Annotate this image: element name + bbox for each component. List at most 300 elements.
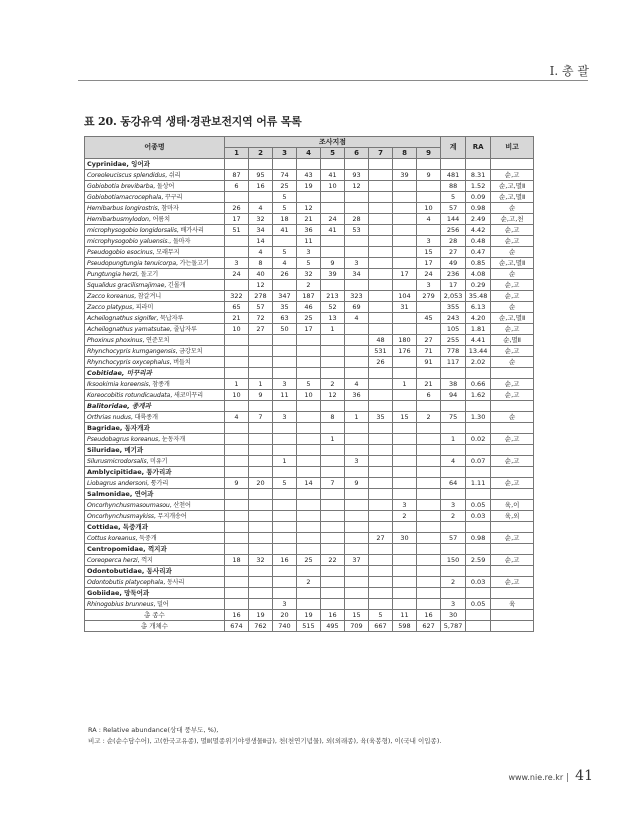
korean-name: 돌고기 [140,270,159,278]
empty-cell [273,467,297,478]
empty-cell [466,544,491,555]
site-count-3 [273,236,297,247]
site-count-2: 1 [249,379,273,390]
species-name [85,533,225,544]
family-row [85,445,534,456]
empty-cell [321,423,345,434]
note-code: 순,고,멸Ⅱ [491,181,534,192]
site-count-8: 17 [393,269,417,280]
site-count-7 [369,456,393,467]
note-code: 순,고 [491,390,534,401]
empty-cell [225,159,249,170]
site-count-4: 5 [297,258,321,269]
empty-cell [225,423,249,434]
site-count-6 [345,236,369,247]
scientific-name: Pungtungia herzi [87,270,138,278]
total-count: 355 [441,302,466,313]
site-count-3: 3 [273,412,297,423]
species-name [85,478,225,489]
site-count-2: 32 [249,555,273,566]
site-total-4: 19 [297,610,321,621]
site-count-6: 28 [345,214,369,225]
empty-cell [321,588,345,599]
family-row [85,368,534,379]
empty-cell [225,544,249,555]
scientific-name: Coreoleuciscus splendidus [87,171,166,179]
site-count-1: 51 [225,225,249,236]
site-count-9: 71 [417,346,441,357]
empty-cell [297,588,321,599]
site-count-8 [393,577,417,588]
empty-cell [297,159,321,170]
korean-name: 배가사리 [180,226,204,234]
empty-cell [466,489,491,500]
site-count-9: 3 [417,236,441,247]
empty-cell [273,566,297,577]
site-count-1: 87 [225,170,249,181]
korean-name: 돌마자 [172,237,191,245]
species-row [85,236,534,247]
totals-ra [466,621,491,632]
korean-name: 피라미 [135,303,154,311]
site-count-9: 9 [417,170,441,181]
empty-cell [491,401,534,412]
species-name [85,181,225,192]
site-count-8 [393,478,417,489]
empty-cell [345,445,369,456]
empty-cell [249,368,273,379]
site-count-3: 74 [273,170,297,181]
site-count-4: 21 [297,214,321,225]
species-row [85,357,534,368]
name-separator: , [134,292,138,300]
empty-cell [441,467,466,478]
site-count-2: 12 [249,280,273,291]
site-count-1 [225,346,249,357]
scientific-name: Rhinogobius brunneus [87,600,154,608]
species-row [85,203,534,214]
site-count-4: 19 [297,181,321,192]
site-count-4: 14 [297,478,321,489]
relative-abundance: 2.02 [466,357,491,368]
total-count: 144 [441,214,466,225]
empty-cell [393,588,417,599]
name-separator: , [161,193,165,201]
family-name [85,423,225,434]
species-name [85,247,225,258]
total-count: 2 [441,511,466,522]
site-count-5: 213 [321,291,345,302]
site-count-1: 18 [225,555,249,566]
site-count-5: 9 [321,258,345,269]
korean-name: 가는돌고기 [179,259,209,267]
korean-name: 긴몰개 [167,281,186,289]
species-row [85,379,534,390]
site-count-5 [321,346,345,357]
relative-abundance: 1.52 [466,181,491,192]
scientific-name: Hemibarbusmylodon [87,215,149,223]
site-count-9 [417,456,441,467]
site-count-5: 41 [321,170,345,181]
empty-cell [273,423,297,434]
empty-cell [369,522,393,533]
site-count-5 [321,280,345,291]
site-count-3: 1 [273,456,297,467]
family-row [85,401,534,412]
site-count-3: 5 [273,192,297,203]
empty-cell [297,467,321,478]
site-count-4: 5 [297,379,321,390]
table-title: 표 20. 동강유역 생태·경관보전지역 어류 목록 [84,115,302,128]
scientific-name: Koreocobitis rotundicaudata [87,391,171,399]
relative-abundance: 1.30 [466,412,491,423]
name-separator: , [158,435,162,443]
site-count-7 [369,203,393,214]
note-code: 순 [491,203,534,214]
species-name [85,291,225,302]
site-count-6: 4 [345,313,369,324]
empty-cell [249,566,273,577]
name-separator: , [148,215,153,223]
site-count-3: 3 [273,599,297,610]
empty-cell [297,368,321,379]
site-count-2: 4 [249,203,273,214]
empty-cell [321,159,345,170]
empty-cell [491,368,534,379]
page-footer [508,768,593,784]
note-code: 순 [491,412,534,423]
species-name [85,335,225,346]
note-code: 육,외 [491,511,534,522]
site-count-9 [417,555,441,566]
name-separator: , [156,314,160,322]
family-label: Cottidae, 독중개과 [87,522,148,531]
site-count-4: 32 [297,269,321,280]
scientific-name: Zacco platypus [87,303,133,311]
site-count-1: 9 [225,478,249,489]
note-code: 순 [491,247,534,258]
empty-cell [345,159,369,170]
site-count-6: 9 [345,478,369,489]
site-count-6: 93 [345,170,369,181]
name-separator: , [175,259,180,267]
note-code: 순,고 [491,346,534,357]
footer-url: www.nie.re.kr [508,773,564,782]
korean-name: 참마자 [161,204,179,212]
empty-cell [345,566,369,577]
note-code: 순,고,천 [491,214,534,225]
total-count: 88 [441,181,466,192]
site-count-4: 43 [297,170,321,181]
header-site-9: 9 [417,148,441,159]
site-count-6 [345,247,369,258]
empty-cell [345,467,369,478]
total-count: 94 [441,390,466,401]
relative-abundance: 0.03 [466,577,491,588]
empty-cell [393,159,417,170]
site-count-9: 10 [417,203,441,214]
totals-label: 총 개체수 [85,621,225,632]
site-count-1: 21 [225,313,249,324]
fish-list-table [84,136,534,632]
name-separator: , [148,380,153,388]
korean-name: 어름치 [152,215,170,223]
header-site-3: 3 [273,148,297,159]
total-count: 243 [441,313,466,324]
site-count-4 [297,346,321,357]
site-count-2 [249,335,273,346]
site-count-3: 35 [273,302,297,313]
header-note: 비고 [491,137,534,159]
scientific-name: Rhynchocypris kumgangensis [87,347,176,355]
empty-cell [273,401,297,412]
site-count-3 [273,335,297,346]
site-count-4: 2 [297,577,321,588]
empty-cell [441,368,466,379]
relative-abundance: 1.62 [466,390,491,401]
family-label: Odontobutidae, 동사리과 [87,566,172,575]
species-name [85,236,225,247]
empty-cell [273,544,297,555]
note-ra: RA : Relative abundance(상대 풍부도, %), [88,726,219,734]
species-row [85,302,534,313]
site-count-7 [369,434,393,445]
relative-abundance: 35.48 [466,291,491,302]
site-total-9: 16 [417,610,441,621]
site-count-3: 4 [273,258,297,269]
site-count-2: 32 [249,214,273,225]
site-total-3: 20 [273,610,297,621]
scientific-name: Oncorhynchusmaykiss [87,512,154,520]
empty-cell [466,467,491,478]
empty-cell [441,588,466,599]
empty-cell [321,566,345,577]
site-count-1 [225,280,249,291]
site-count-6: 53 [345,225,369,236]
site-count-7 [369,599,393,610]
empty-cell [249,467,273,478]
relative-abundance: 1.11 [466,478,491,489]
site-count-8 [393,324,417,335]
species-name [85,555,225,566]
site-count-6 [345,324,369,335]
site-count-3 [273,533,297,544]
note-code: 순,고 [491,555,534,566]
site-count-7 [369,478,393,489]
note-code: 순,고 [491,225,534,236]
site-count-5 [321,192,345,203]
family-name [85,368,225,379]
site-count-1 [225,192,249,203]
site-count-5 [321,599,345,610]
site-count-2: 72 [249,313,273,324]
korean-name: 참갈겨니 [137,292,162,300]
empty-cell [225,368,249,379]
header-site-6: 6 [345,148,369,159]
species-name [85,500,225,511]
family-row [85,566,534,577]
relative-abundance: 0.05 [466,599,491,610]
site-count-8 [393,181,417,192]
empty-cell [249,522,273,533]
site-total-2: 762 [249,621,273,632]
site-count-9: 15 [417,247,441,258]
site-count-7 [369,379,393,390]
species-row [85,225,534,236]
site-count-5: 41 [321,225,345,236]
site-count-7 [369,313,393,324]
empty-cell [491,159,534,170]
site-count-9 [417,511,441,522]
site-count-7 [369,192,393,203]
site-count-6: 37 [345,555,369,566]
site-total-4: 515 [297,621,321,632]
empty-cell [225,489,249,500]
site-count-4: 187 [297,291,321,302]
family-label: Cyprinidae, 잉어과 [87,159,150,168]
site-count-3 [273,434,297,445]
species-row [85,247,534,258]
site-count-6 [345,533,369,544]
site-count-2 [249,533,273,544]
empty-cell [297,423,321,434]
relative-abundance: 4.08 [466,269,491,280]
site-count-4 [297,500,321,511]
name-separator: , [137,556,142,564]
site-count-7 [369,500,393,511]
empty-cell [369,368,393,379]
site-count-2: 8 [249,258,273,269]
family-row [85,423,534,434]
total-count: 28 [441,236,466,247]
empty-cell [417,489,441,500]
empty-cell [466,159,491,170]
site-count-5: 8 [321,412,345,423]
empty-cell [393,368,417,379]
header-site-2: 2 [249,148,273,159]
site-count-2 [249,511,273,522]
site-count-1: 10 [225,390,249,401]
site-count-1 [225,577,249,588]
chapter-header: I. 총 괄 [549,64,589,78]
relative-abundance: 0.05 [466,500,491,511]
site-count-7 [369,324,393,335]
site-count-3 [273,357,297,368]
empty-cell [466,588,491,599]
name-separator: , [152,248,157,256]
empty-cell [441,423,466,434]
site-count-6: 4 [345,379,369,390]
empty-cell [225,467,249,478]
header-site-7: 7 [369,148,393,159]
site-count-6 [345,192,369,203]
site-count-5 [321,247,345,258]
total-count: 117 [441,357,466,368]
species-row [85,555,534,566]
relative-abundance: 0.66 [466,379,491,390]
species-row [85,434,534,445]
site-count-8: 104 [393,291,417,302]
empty-cell [491,467,534,478]
empty-cell [321,522,345,533]
site-count-1: 4 [225,412,249,423]
site-count-8: 31 [393,302,417,313]
site-total-8: 598 [393,621,417,632]
empty-cell [393,467,417,478]
empty-cell [273,522,297,533]
species-row [85,269,534,280]
family-name [85,544,225,555]
site-count-2: 7 [249,412,273,423]
header-sites: 조사지점 [225,137,441,148]
empty-cell [369,489,393,500]
relative-abundance: 2.49 [466,214,491,225]
scientific-name: Orthrias nudus [87,413,131,421]
site-count-7 [369,577,393,588]
site-count-2 [249,577,273,588]
table-notes [88,725,441,747]
note-code: 순,멸Ⅱ [491,335,534,346]
empty-cell [345,489,369,500]
empty-cell [441,489,466,500]
korean-name: 꺽지 [141,556,153,564]
species-name [85,225,225,236]
species-name [85,379,225,390]
site-count-7 [369,291,393,302]
site-count-9 [417,181,441,192]
note-code: 육 [491,599,534,610]
empty-cell [321,401,345,412]
empty-cell [273,588,297,599]
totals-label: 총 종수 [85,610,225,621]
site-count-4: 25 [297,555,321,566]
site-count-5: 1 [321,324,345,335]
site-count-4 [297,412,321,423]
relative-abundance: 0.29 [466,280,491,291]
site-count-2: 95 [249,170,273,181]
species-name [85,302,225,313]
family-label: Centropomidae, 꺽지과 [87,544,167,553]
site-total-7: 5 [369,610,393,621]
empty-cell [441,566,466,577]
grand-total: 30 [441,610,466,621]
site-total-1: 674 [225,621,249,632]
site-count-1: 24 [225,269,249,280]
note-code: 순,고,멸Ⅱ [491,258,534,269]
site-count-1 [225,247,249,258]
note-code: 순,고 [491,533,534,544]
site-count-8 [393,214,417,225]
scientific-name: Silurusmicrodorsalis [87,457,147,465]
site-count-3: 25 [273,181,297,192]
site-count-1: 65 [225,302,249,313]
name-separator: , [132,303,136,311]
family-name [85,445,225,456]
site-count-3 [273,511,297,522]
family-row [85,489,534,500]
empty-cell [466,368,491,379]
species-row [85,181,534,192]
family-label: Balitoridae, 종개과 [87,401,151,410]
site-count-1: 1 [225,379,249,390]
site-count-1: 17 [225,214,249,225]
site-count-9: 279 [417,291,441,302]
name-separator: , [137,270,141,278]
scientific-name: Iksookimia koreensis [87,380,149,388]
empty-cell [393,522,417,533]
empty-cell [393,401,417,412]
relative-abundance: 0.07 [466,456,491,467]
